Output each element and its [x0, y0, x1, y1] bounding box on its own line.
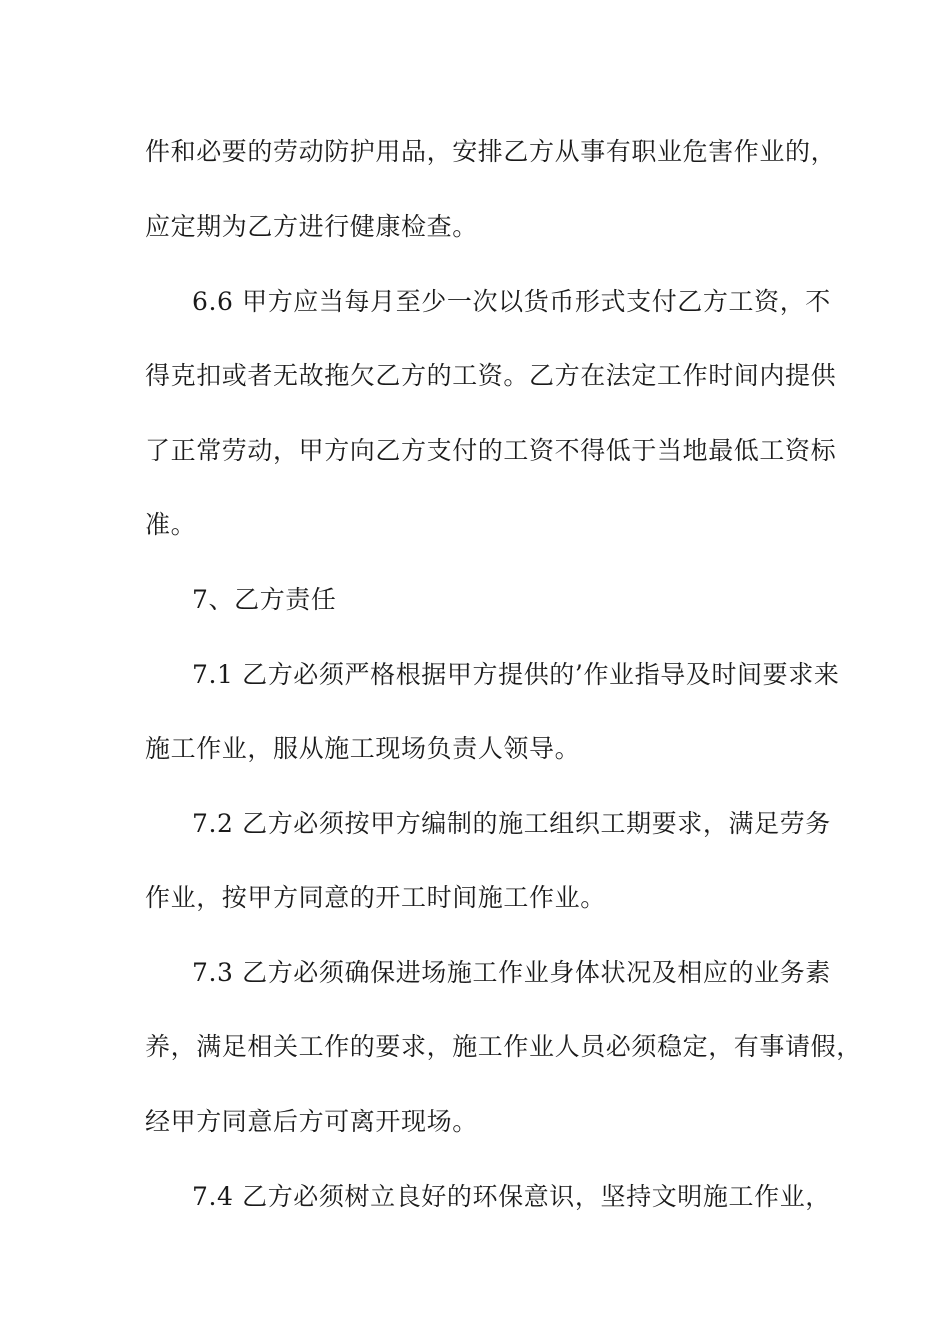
- text-line: 7.3 乙方必须确保进场施工作业身体状况及相应的业务素: [192, 958, 831, 987]
- text-line: 得克扣或者无故拖欠乙方的工资。乙方在法定工作时间内提供: [145, 361, 837, 390]
- text-line: 了正常劳动，甲方向乙方支付的工资不得低于当地最低工资标: [145, 436, 837, 465]
- section-heading: 7、乙方责任: [192, 585, 337, 614]
- text-line: 7.1 乙方必须严格根据甲方提供的’作业指导及时间要求来: [192, 660, 840, 689]
- text-line: 作业，按甲方同意的开工时间施工作业。: [145, 883, 606, 912]
- text-line: 件和必要的劳动防护用品，安排乙方从事有职业危害作业的，: [145, 137, 837, 166]
- text-line: 施工作业，服从施工现场负责人领导。: [145, 734, 581, 763]
- text-line: 应定期为乙方进行健康检查。: [145, 212, 478, 241]
- text-line: 经甲方同意后方可离开现场。: [145, 1107, 478, 1136]
- text-line: 准。: [145, 510, 197, 539]
- text-line: 7.2 乙方必须按甲方编制的施工组织工期要求，满足劳务: [192, 809, 831, 838]
- text-line: 7.4 乙方必须树立良好的环保意识，坚持文明施工作业，: [192, 1182, 831, 1211]
- text-line: 养，满足相关工作的要求，施工作业人员必须稳定，有事请假，: [145, 1032, 862, 1061]
- text-line: 6.6 甲方应当每月至少一次以货币形式支付乙方工资，不: [192, 287, 831, 316]
